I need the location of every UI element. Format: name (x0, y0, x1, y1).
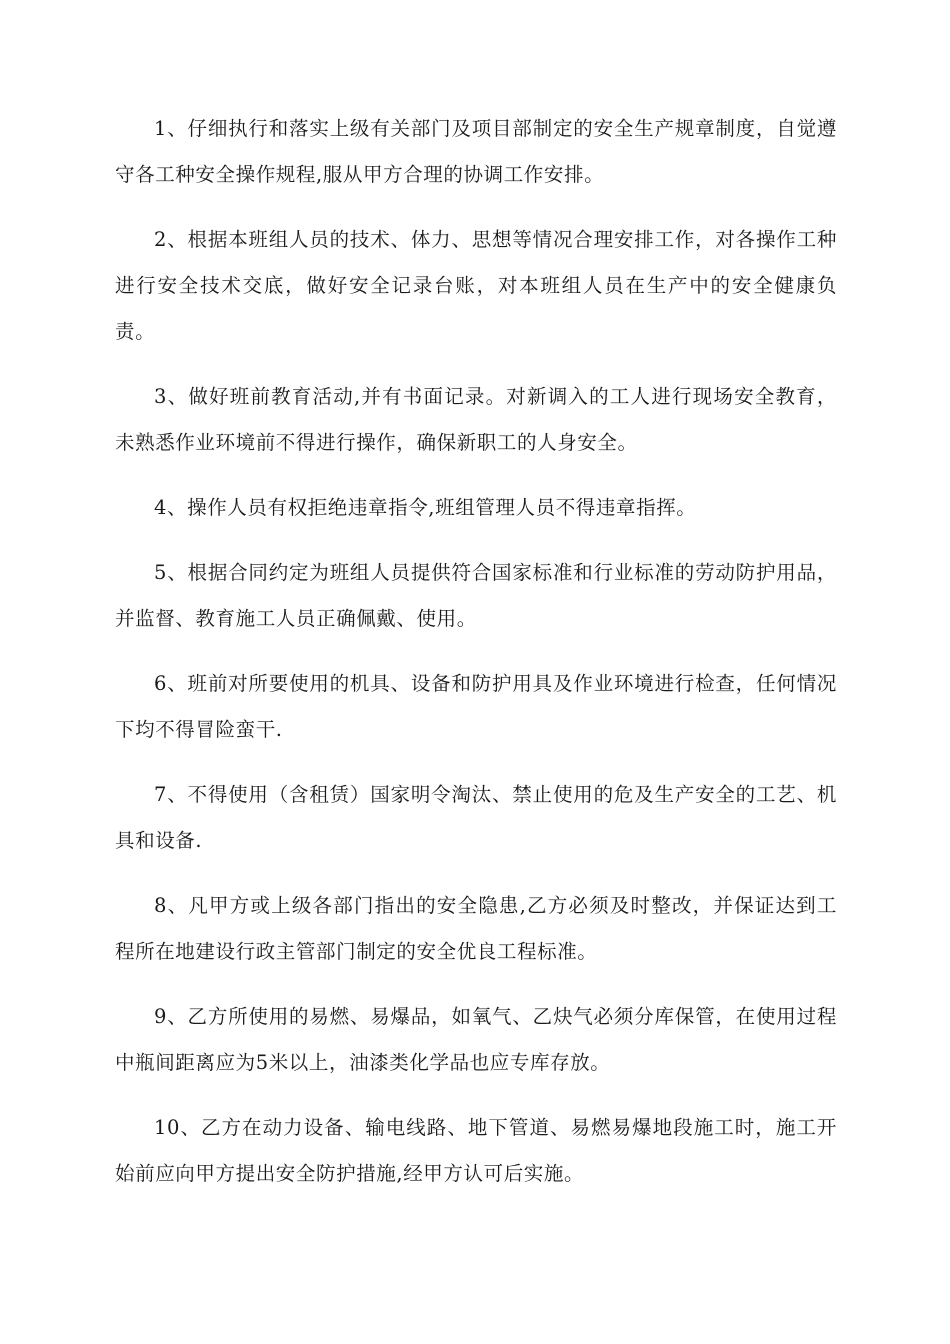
clause-1: 1、仔细执行和落实上级有关部门及项目部制定的安全生产规章制度，自觉遵守各工种安全操作规程,服从甲方合理的协调工作安排。 (115, 117, 837, 186)
clause-3: 3、做好班前教育活动,并有书面记录。对新调入的工人进行现场安全教育，未熟悉作业环境前不得进行操作，确保新职工的人身安全。 (115, 385, 837, 454)
clause-7: 7、不得使用（含租赁）国家明令淘汰、禁止使用的危及生产安全的工艺、机具和设备. (115, 783, 837, 852)
clause-5: 5、根据合同约定为班组人员提供符合国家标准和行业标准的劳动防护用品，并监督、教育施工人员正确佩戴、使用。 (115, 561, 837, 630)
clause-2: 2、根据本班组人员的技术、体力、思想等情况合理安排工作，对各操作工种进行安全技术交底，做好安全记录台账，对本班组人员在生产中的安全健康负责。 (115, 228, 837, 343)
clause-8: 8、凡甲方或上级各部门指出的安全隐患,乙方必须及时整改，并保证达到工程所在地建设行政主管部门制定的安全优良工程标准。 (115, 894, 837, 963)
clause-10: 10、乙方在动力设备、输电线路、地下管道、易燃易爆地段施工时，施工开始前应向甲方提出安全防护措施,经甲方认可后实施。 (115, 1116, 837, 1185)
document-body (115, 106, 837, 1216)
clause-4: 4、操作人员有权拒绝违章指令,班组管理人员不得违章指挥。 (154, 496, 697, 519)
clause-9: 9、乙方所使用的易燃、易爆品，如氧气、乙炔气必须分库保管，在使用过程中瓶间距离应为5米以上，油漆类化学品也应专库存放。 (115, 1005, 837, 1074)
clause-6: 6、班前对所要使用的机具、设备和防护用具及作业环境进行检查，任何情况下均不得冒险蛮干. (115, 672, 837, 741)
